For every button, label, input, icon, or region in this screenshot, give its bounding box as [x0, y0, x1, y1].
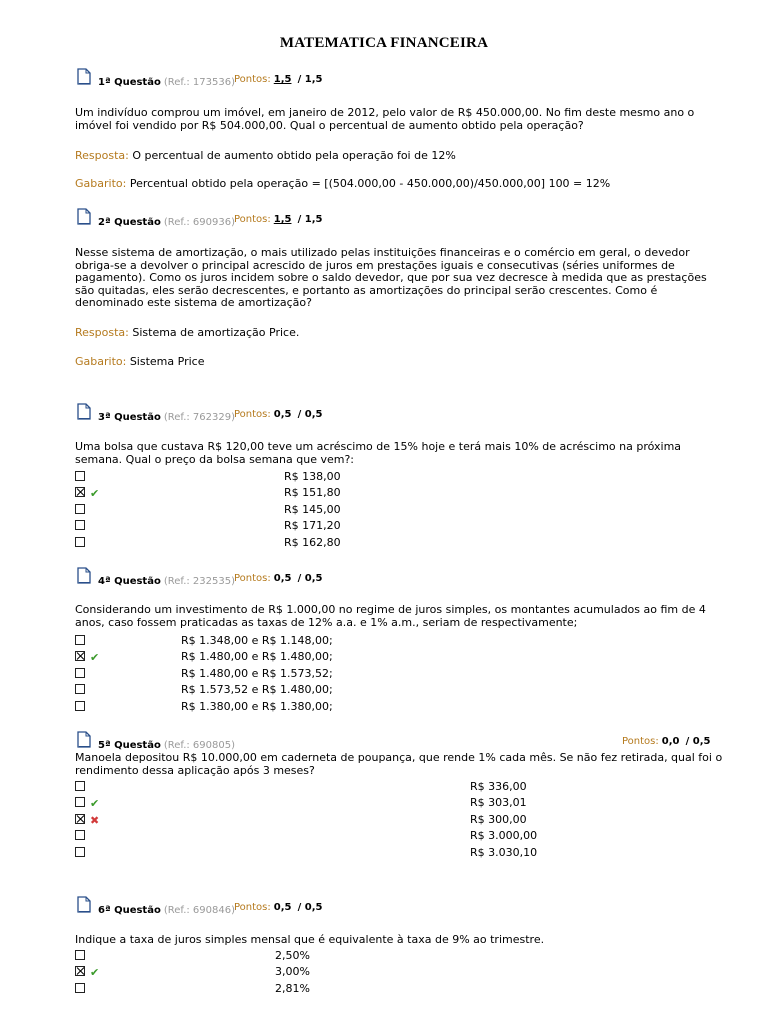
- document-icon: [77, 896, 91, 913]
- question-ref: (Ref.: 173536): [163, 77, 235, 88]
- option-text: R$ 1.480,00 e R$ 1.573,52;: [181, 667, 333, 680]
- option-text: R$ 162,80: [284, 536, 341, 549]
- document-icon: [77, 567, 91, 584]
- option-row[interactable]: [0, 780, 700, 794]
- option-row[interactable]: [0, 536, 700, 550]
- option-checkbox[interactable]: [75, 520, 85, 530]
- question-text: Uma bolsa que custava R$ 120,00 teve um acréscimo de 15% hoje e terá mais 10% de acréscimo na próxima semana. Qual o preço da bolsa semana que vem?:: [75, 440, 682, 466]
- option-checkbox[interactable]: [75, 684, 85, 694]
- points-score: 0,0: [661, 736, 680, 747]
- option-checkbox[interactable]: [75, 487, 85, 497]
- option-row[interactable]: [0, 634, 700, 648]
- question-points: Pontos: 0,0 / 0,5: [622, 736, 711, 747]
- option-text: R$ 336,00: [470, 780, 527, 793]
- points-score: 0,5: [273, 573, 292, 584]
- question-ref: (Ref.: 232535): [163, 576, 235, 587]
- option-row[interactable]: [0, 486, 700, 500]
- option-text: R$ 300,00: [470, 813, 527, 826]
- option-text: R$ 151,80: [284, 486, 341, 499]
- option-text: R$ 171,20: [284, 519, 341, 532]
- option-checkbox[interactable]: [75, 537, 85, 547]
- points-max: / 0,5: [297, 573, 323, 584]
- question-ref: (Ref.: 690805): [163, 740, 235, 751]
- option-text: R$ 1.380,00 e R$ 1.380,00;: [181, 700, 333, 713]
- points-max: / 1,5: [297, 214, 323, 225]
- question-header: [77, 409, 377, 427]
- answer-line: Resposta: O percentual de aumento obtido pela operação foi de 12%: [75, 149, 456, 162]
- question-text: Manoela depositou R$ 10.000,00 em caderneta de poupança, que rende 1% cada mês. Se não fez retirada, qual foi o rendimento dessa aplicação após 3 meses?: [75, 751, 723, 777]
- option-checkbox[interactable]: [75, 847, 85, 857]
- option-text: R$ 138,00: [284, 470, 341, 483]
- points-max: / 1,5: [297, 74, 323, 85]
- question-ref: (Ref.: 762329): [163, 412, 235, 423]
- key-line: Gabarito: Percentual obtido pela operação = [(504.000,00 - 450.000,00)/450.000,00] 100 = 12%: [75, 177, 611, 190]
- option-checkbox[interactable]: [75, 797, 85, 807]
- question-points: Pontos: 1,5 / 1,5: [234, 214, 323, 225]
- option-checkbox[interactable]: [75, 781, 85, 791]
- option-text: 2,50%: [275, 949, 310, 962]
- option-checkbox[interactable]: [75, 966, 85, 976]
- x-mark-icon: ✖: [90, 814, 100, 827]
- question-ref: (Ref.: 690936): [163, 217, 235, 228]
- question-label: 1ª Questão (Ref.: 173536): [98, 77, 235, 88]
- option-row[interactable]: [0, 813, 700, 827]
- check-icon: ✔: [90, 487, 100, 500]
- question-text: Um indivíduo comprou um imóvel, em janeiro de 2012, pelo valor de R$ 450.000,00. No fim deste mesmo ano o imóvel foi vendido por R$ 504.000,00. Qual o percentual de aumento obtido pela operação?: [75, 106, 695, 132]
- document-icon: [77, 208, 91, 225]
- option-row[interactable]: [0, 829, 700, 843]
- option-checkbox[interactable]: [75, 651, 85, 661]
- question-label: 6ª Questão (Ref.: 690846): [98, 905, 235, 916]
- check-icon: ✔: [90, 966, 100, 979]
- option-text: R$ 1.480,00 e R$ 1.480,00;: [181, 650, 333, 663]
- option-row[interactable]: [0, 796, 700, 810]
- option-text: R$ 3.030,10: [470, 846, 538, 859]
- key-line: Gabarito: Sistema Price: [75, 355, 205, 368]
- points-score: 1,5: [273, 214, 292, 225]
- question-header: [77, 74, 377, 92]
- question-points: Pontos: 0,5 / 0,5: [234, 573, 323, 584]
- points-score: 0,5: [273, 902, 292, 913]
- points-score: 0,5: [273, 409, 292, 420]
- option-text: 3,00%: [275, 965, 310, 978]
- answer-line: Resposta: Sistema de amortização Price.: [75, 326, 300, 339]
- question-text: Indique a taxa de juros simples mensal que é equivalente à taxa de 9% ao trimestre.: [75, 933, 545, 946]
- option-row[interactable]: [0, 982, 700, 996]
- option-row[interactable]: [0, 503, 700, 517]
- option-checkbox[interactable]: [75, 983, 85, 993]
- option-text: R$ 303,01: [470, 796, 527, 809]
- option-text: R$ 1.348,00 e R$ 1.148,00;: [181, 634, 333, 647]
- option-checkbox[interactable]: [75, 950, 85, 960]
- option-text: R$ 1.573,52 e R$ 1.480,00;: [181, 683, 333, 696]
- question-text: Considerando um investimento de R$ 1.000,00 no regime de juros simples, os montantes acumulados ao fim de 4 anos, caso fossem praticadas as taxas de 12% a.a. e 1% a.m., seriam de respectivamente;: [75, 603, 706, 629]
- option-checkbox[interactable]: [75, 814, 85, 824]
- question-label: 3ª Questão (Ref.: 762329): [98, 412, 235, 423]
- points-score: 1,5: [273, 74, 292, 85]
- question-label: 2ª Questão (Ref.: 690936): [98, 217, 235, 228]
- question-points: Pontos: 0,5 / 0,5: [234, 902, 323, 913]
- check-icon: ✔: [90, 651, 100, 664]
- option-checkbox[interactable]: [75, 830, 85, 840]
- option-checkbox[interactable]: [75, 471, 85, 481]
- question-text: Nesse sistema de amortização, o mais utilizado pelas instituições financeiras e o comércio em geral, o devedor obriga-se a devolver o principal acrescido de juros em prestações iguais e consecutivas (séries uniformes de pagamento). Como os juros incidem sobre o saldo devedor, que por sua vez decresce à medida que as prestações são quitadas, eles serão decrescentes, e portanto as amortizações do principal serão crescentes. Como é denominado este sistema de amortização?: [75, 246, 707, 309]
- option-row[interactable]: [0, 519, 700, 533]
- document-icon: [77, 731, 91, 748]
- option-text: R$ 3.000,00: [470, 829, 538, 842]
- option-row[interactable]: [0, 667, 700, 681]
- option-text: 2,81%: [275, 982, 310, 995]
- option-checkbox[interactable]: [75, 635, 85, 645]
- question-points: Pontos: 1,5 / 1,5: [234, 74, 323, 85]
- option-checkbox[interactable]: [75, 504, 85, 514]
- option-row[interactable]: [0, 683, 700, 697]
- question-header: [77, 902, 377, 920]
- question-header: [77, 573, 377, 591]
- option-row[interactable]: [0, 700, 700, 714]
- document-icon: [77, 403, 91, 420]
- option-row[interactable]: [0, 650, 700, 664]
- option-checkbox[interactable]: [75, 668, 85, 678]
- question-label: 4ª Questão (Ref.: 232535): [98, 576, 235, 587]
- option-checkbox[interactable]: [75, 701, 85, 711]
- points-max: / 0,5: [297, 409, 323, 420]
- question-ref: (Ref.: 690846): [163, 905, 235, 916]
- option-row[interactable]: [0, 949, 700, 963]
- points-max: / 0,5: [685, 736, 711, 747]
- option-row[interactable]: [0, 965, 700, 979]
- option-row[interactable]: [0, 470, 700, 484]
- points-max: / 0,5: [297, 902, 323, 913]
- document-icon: [77, 68, 91, 85]
- question-header: [77, 214, 377, 232]
- check-icon: ✔: [90, 797, 100, 810]
- option-row[interactable]: [0, 846, 700, 860]
- question-points: Pontos: 0,5 / 0,5: [234, 409, 323, 420]
- question-label: 5ª Questão (Ref.: 690805): [98, 740, 235, 751]
- option-text: R$ 145,00: [284, 503, 341, 516]
- page-title: MATEMATICA FINANCEIRA: [279, 35, 489, 51]
